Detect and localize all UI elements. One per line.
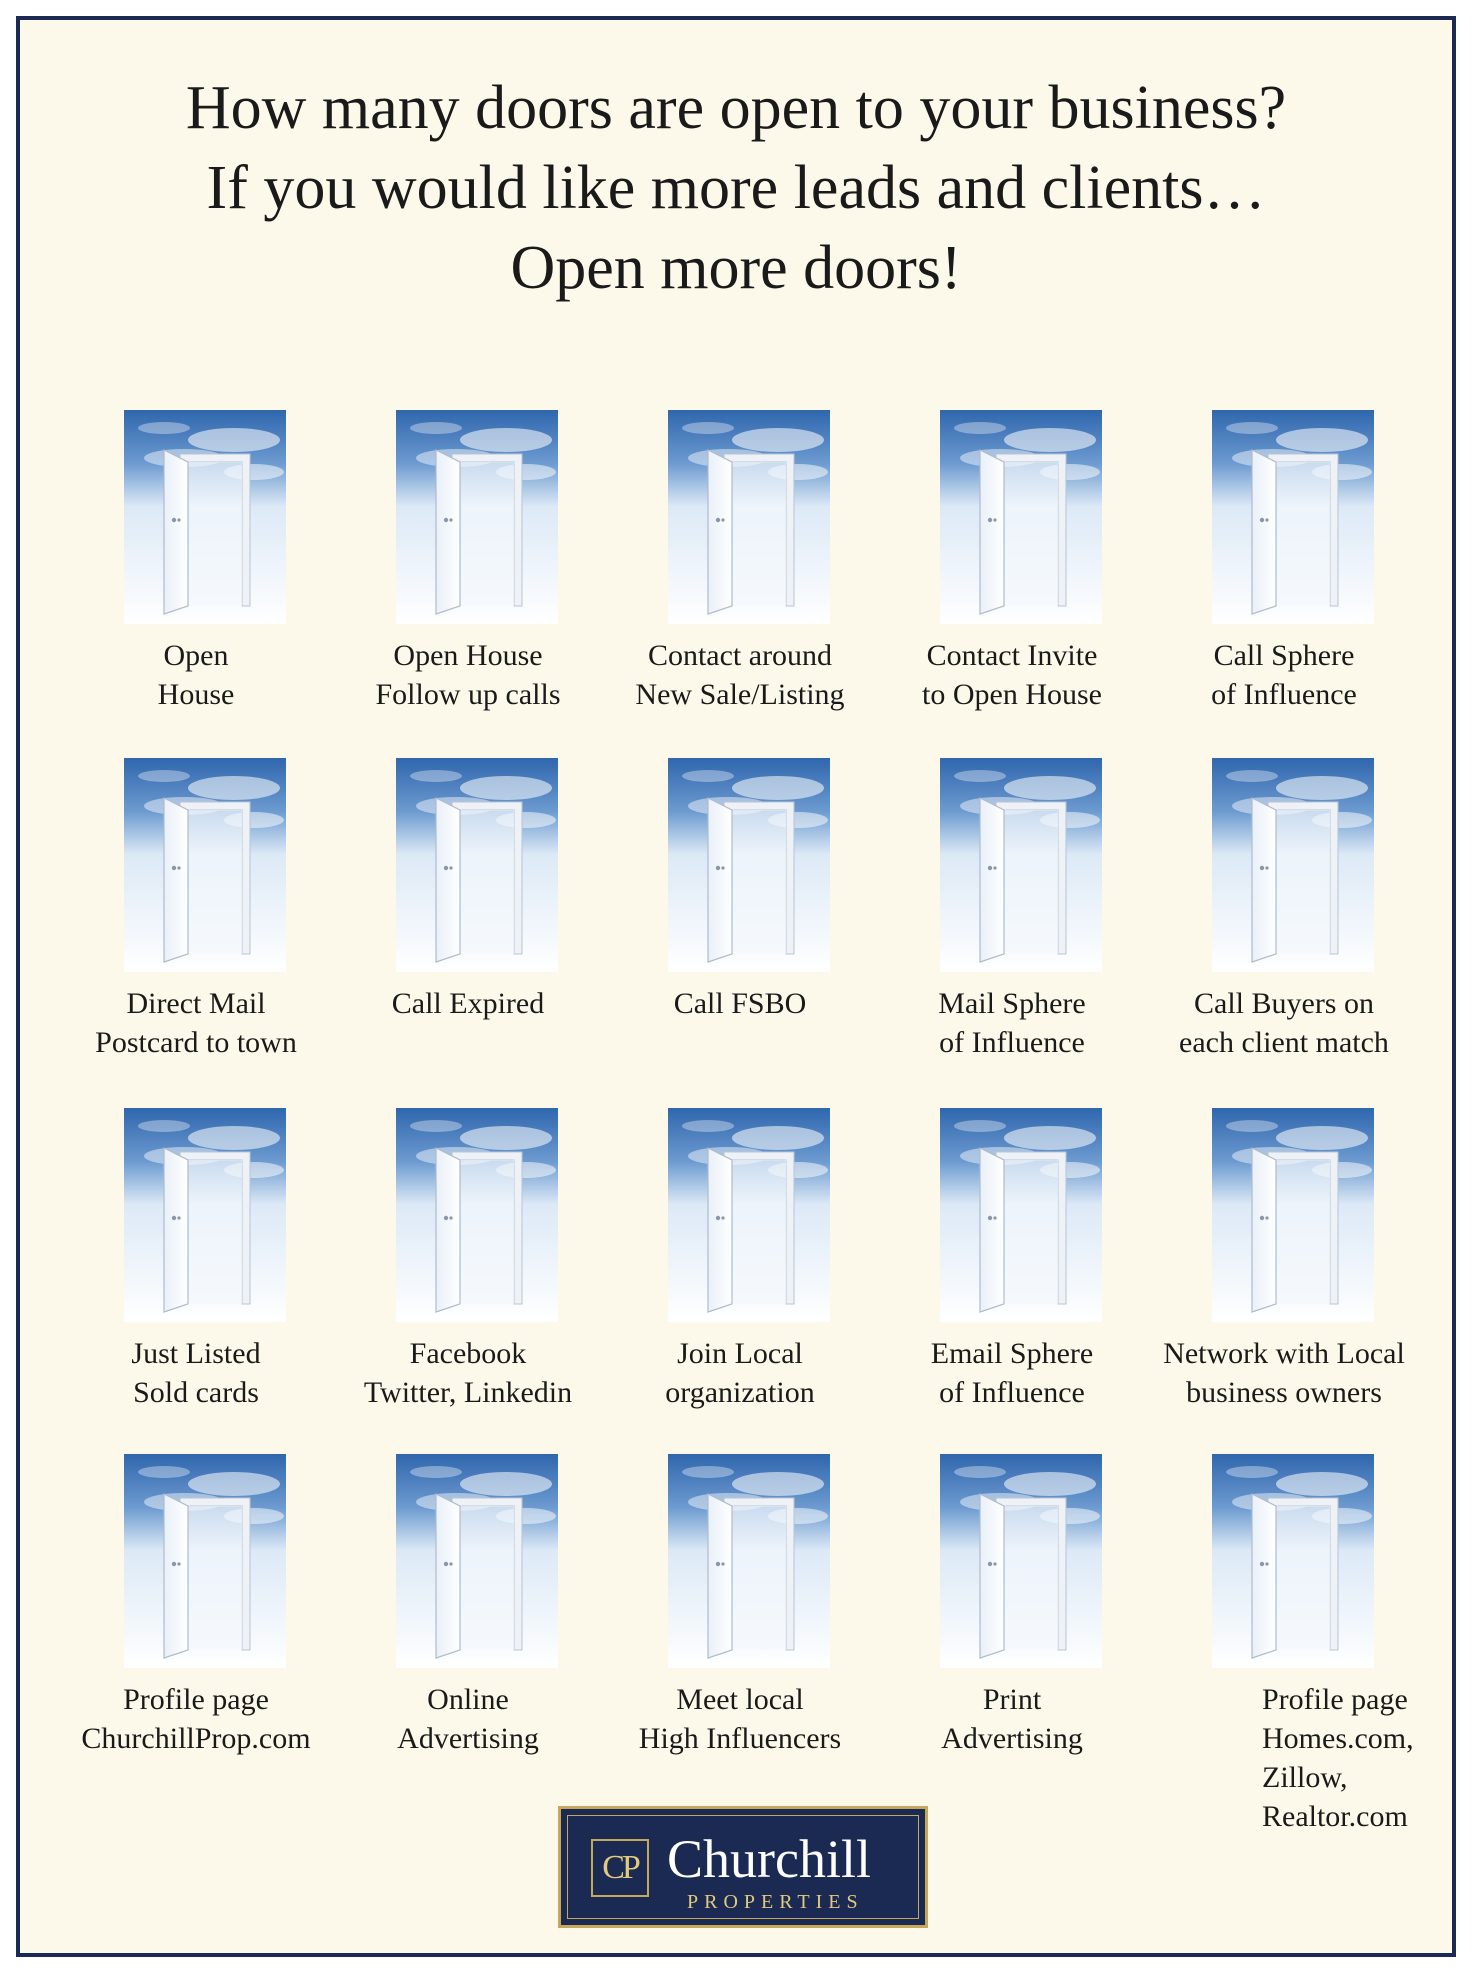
door-caption bbox=[60, 1680, 332, 1758]
open-door-icon bbox=[940, 758, 1102, 972]
door-caption-line1: Join Local bbox=[677, 1337, 803, 1370]
door-caption-line1: Open bbox=[163, 639, 229, 672]
door-caption-line1: Online bbox=[427, 1683, 509, 1716]
open-door-icon bbox=[940, 1108, 1102, 1322]
door-tile bbox=[876, 738, 1148, 1088]
door-caption-line2: House bbox=[157, 678, 235, 711]
open-door-icon bbox=[124, 1108, 286, 1322]
open-door-icon bbox=[668, 1454, 830, 1668]
open-door-icon bbox=[668, 1108, 830, 1322]
door-caption-line2: Sold cards bbox=[133, 1376, 259, 1409]
door-tile bbox=[1148, 738, 1420, 1088]
door-caption-line1: Call Buyers on bbox=[1194, 987, 1374, 1020]
door-caption-line1: Mail Sphere bbox=[938, 987, 1086, 1020]
open-door-icon bbox=[124, 410, 286, 624]
door-tile bbox=[604, 1088, 876, 1434]
open-door-icon bbox=[396, 1108, 558, 1322]
door-caption bbox=[60, 1334, 332, 1412]
door-caption bbox=[604, 984, 876, 1023]
door-caption bbox=[876, 636, 1148, 714]
door-caption-line2: to Open House bbox=[922, 678, 1102, 711]
door-tile bbox=[332, 390, 604, 738]
door-caption-line1: Email Sphere bbox=[930, 1337, 1094, 1370]
door-tile bbox=[1148, 390, 1420, 738]
door-caption bbox=[876, 1334, 1148, 1412]
door-caption-line1: Call FSBO bbox=[673, 987, 807, 1020]
door-tile bbox=[332, 1434, 604, 1782]
logo-subtitle: PROPERTIES bbox=[687, 1891, 864, 1913]
open-door-icon bbox=[1212, 758, 1374, 972]
door-caption-line2: Advertising bbox=[397, 1722, 539, 1755]
door-tile bbox=[876, 1088, 1148, 1434]
open-door-icon bbox=[940, 1454, 1102, 1668]
door-caption bbox=[604, 636, 876, 714]
door-caption bbox=[604, 1680, 876, 1758]
door-caption-line4: Realtor.com bbox=[1262, 1800, 1408, 1833]
door-caption-line1: Network with Local bbox=[1163, 1337, 1405, 1370]
door-caption-line1: Call Sphere bbox=[1213, 639, 1355, 672]
door-caption-line1: Profile page bbox=[1262, 1683, 1408, 1716]
door-caption-line1: Call Expired bbox=[391, 987, 545, 1020]
door-caption bbox=[1148, 1334, 1420, 1412]
door-caption-line2: of Influence bbox=[1211, 678, 1357, 711]
door-tile bbox=[60, 1434, 332, 1782]
door-tile bbox=[604, 390, 876, 738]
door-tile bbox=[332, 1088, 604, 1434]
door-caption-line1: Contact around bbox=[647, 639, 833, 672]
door-tile bbox=[1148, 1088, 1420, 1434]
door-caption bbox=[876, 1680, 1148, 1758]
door-caption-line1: Profile page bbox=[123, 1683, 269, 1716]
open-door-icon bbox=[668, 410, 830, 624]
door-caption bbox=[332, 984, 604, 1023]
door-tile bbox=[604, 738, 876, 1088]
door-caption-line2: of Influence bbox=[939, 1376, 1085, 1409]
door-caption-line2: Twitter, Linkedin bbox=[363, 1376, 573, 1409]
door-caption-line1: Meet local bbox=[676, 1683, 804, 1716]
door-tile bbox=[332, 738, 604, 1088]
door-row-4 bbox=[60, 1434, 1420, 1833]
door-caption-line1: Direct Mail bbox=[126, 987, 266, 1020]
open-door-icon bbox=[124, 1454, 286, 1668]
logo-monogram: CP bbox=[591, 1839, 649, 1897]
door-tile bbox=[604, 1434, 876, 1782]
headline-line-3: Open more doors! bbox=[510, 234, 962, 302]
door-tile bbox=[876, 1434, 1148, 1782]
door-row-3 bbox=[60, 1088, 1420, 1434]
door-caption bbox=[332, 636, 604, 714]
door-caption-line2: each client match bbox=[1179, 1026, 1389, 1059]
flyer-page bbox=[16, 16, 1456, 1957]
door-caption-line2: of Influence bbox=[939, 1026, 1085, 1059]
door-caption-line2: New Sale/Listing bbox=[635, 678, 845, 711]
open-door-icon bbox=[668, 758, 830, 972]
door-caption bbox=[332, 1334, 604, 1412]
door-caption-line3: Zillow, bbox=[1262, 1761, 1348, 1794]
door-caption-line2: Advertising bbox=[941, 1722, 1083, 1755]
headline-line-2: If you would like more leads and clients… bbox=[206, 154, 1266, 222]
open-door-icon bbox=[124, 758, 286, 972]
headline bbox=[20, 68, 1452, 308]
headline-line-1: How many doors are open to your business? bbox=[185, 74, 1287, 142]
door-caption bbox=[60, 984, 332, 1062]
door-row-2 bbox=[60, 738, 1420, 1088]
door-caption-line1: Contact Invite bbox=[926, 639, 1098, 672]
open-door-icon bbox=[1212, 410, 1374, 624]
door-caption bbox=[1148, 1680, 1420, 1836]
door-tile bbox=[1148, 1434, 1420, 1833]
door-caption bbox=[604, 1334, 876, 1412]
door-row-1 bbox=[60, 390, 1420, 738]
door-tile bbox=[876, 390, 1148, 738]
door-grid bbox=[60, 390, 1420, 1833]
door-caption-line2: High Influencers bbox=[638, 1722, 842, 1755]
door-caption-line2: business owners bbox=[1186, 1376, 1382, 1409]
door-caption-line1: Just Listed bbox=[131, 1337, 261, 1370]
open-door-icon bbox=[396, 1454, 558, 1668]
churchill-properties-logo bbox=[558, 1806, 928, 1928]
door-tile bbox=[60, 390, 332, 738]
door-caption bbox=[1148, 984, 1420, 1062]
door-tile bbox=[60, 1088, 332, 1434]
door-caption bbox=[332, 1680, 604, 1758]
logo-name: Churchill bbox=[667, 1829, 871, 1889]
door-caption bbox=[1148, 636, 1420, 714]
door-caption-line2: ChurchillProp.com bbox=[81, 1722, 311, 1755]
door-caption-line2: Homes.com, bbox=[1262, 1722, 1414, 1755]
door-caption-line1: Print bbox=[982, 1683, 1042, 1716]
door-caption-line1: Open House bbox=[393, 639, 543, 672]
door-caption-line2: Postcard to town bbox=[95, 1026, 297, 1059]
open-door-icon bbox=[940, 410, 1102, 624]
open-door-icon bbox=[1212, 1108, 1374, 1322]
open-door-icon bbox=[1212, 1454, 1374, 1668]
open-door-icon bbox=[396, 758, 558, 972]
door-caption-line1: Facebook bbox=[409, 1337, 527, 1370]
door-caption bbox=[876, 984, 1148, 1062]
open-door-icon bbox=[396, 410, 558, 624]
door-caption-line2: Follow up calls bbox=[375, 678, 561, 711]
door-caption bbox=[60, 636, 332, 714]
door-tile bbox=[60, 738, 332, 1088]
door-caption-line2: organization bbox=[665, 1376, 815, 1409]
